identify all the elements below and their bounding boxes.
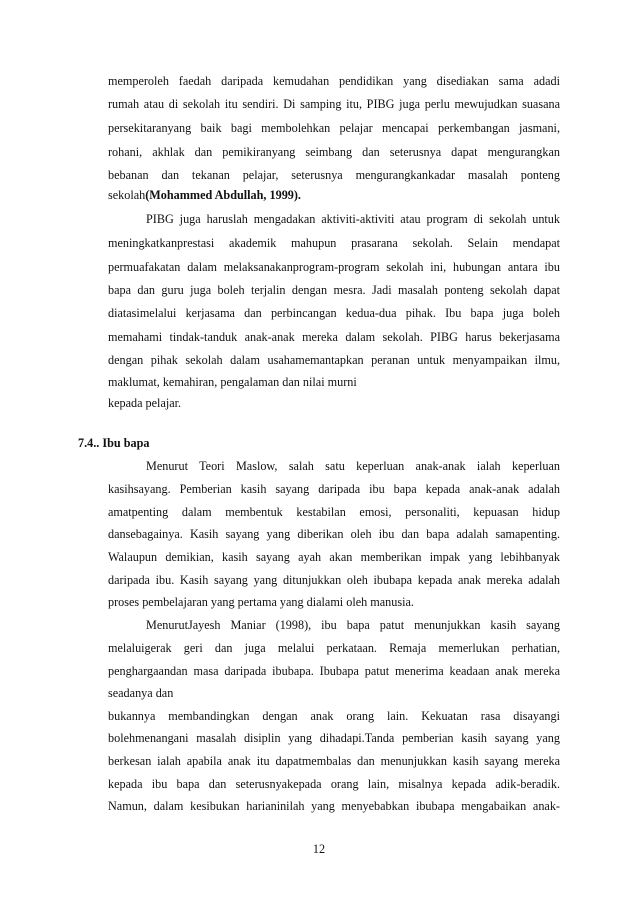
paragraph4-line: berkesan ialah apabila anak itu dapatmembalas dan menunjukkan kasih sayang mereka: [108, 754, 560, 768]
paragraph3-line: Menurut Teori Maslow, salah satu keperluan anak-anak ialah keperluan: [146, 459, 560, 473]
page-number: 12: [312, 842, 326, 856]
paragraph1-line: persekitaranyang baik bagi membolehkan pelajar mencapai perkembangan jasmani,: [108, 121, 560, 135]
paragraph4-line: seadanya dan: [108, 686, 174, 700]
paragraph4-line: bukannya membandingkan dengan anak orang lain. Kekuatan rasa disayangi: [108, 709, 560, 723]
citation: (Mohammed Abdullah, 1999).: [145, 188, 301, 202]
paragraph4-line: penghargaandan masa daripada ibubapa. Ibubapa patut menerima keadaan anak mereka: [108, 664, 560, 678]
paragraph1-line: bebanan dan tekanan pelajar, seterusnya mengurangkankadar masalah ponteng: [108, 168, 560, 182]
paragraph2-line: bapa dan guru juga boleh terjalin dengan mesra. Jadi masalah ponteng sekolah dapat: [108, 283, 560, 297]
paragraph3-line: kasihsayang. Pemberian kasih sayang daripada ibu bapa kepada anak-anak adalah: [108, 482, 560, 496]
paragraph3-line: daripada ibu. Kasih sayang yang ditunjukkan oleh ibubapa kepada anak mereka adalah: [108, 573, 560, 587]
paragraph4-line: melaluigerak geri dan juga melalui perkataan. Remaja memerlukan perhatian,: [108, 641, 560, 655]
paragraph4-line: Namun, dalam kesibukan harianinilah yang menyebabkan ibubapa mengabaikan anak-: [108, 799, 560, 813]
paragraph3-line: amatpenting dalam membentuk kestabilan emosi, personaliti, kepuasan hidup: [108, 505, 560, 519]
paragraph2-line: kepada pelajar.: [108, 396, 182, 410]
paragraph3-line: Walaupun demikian, kasih sayang ayah akan memberikan impak yang lebihbanyak: [108, 550, 560, 564]
paragraph4-line: bolehmenangani masalah disiplin yang dihadapi.Tanda pemberian kasih sayang yang: [108, 731, 560, 745]
paragraph4-line: MenurutJayesh Maniar (1998), ibu bapa patut menunjukkan kasih sayang: [146, 618, 560, 632]
paragraph2-line: meningkatkanprestasi akademik mahupun prasarana sekolah. Selain mendapat: [108, 236, 560, 250]
paragraph2-line: maklumat, kemahiran, pengalaman dan nilai murni: [108, 375, 357, 389]
paragraph1-line: rumah atau di sekolah itu sendiri. Di samping itu, PIBG juga perlu mewujudkan suasana: [108, 97, 560, 111]
paragraph2-line: PIBG juga haruslah mengadakan aktiviti-aktiviti atau program di sekolah untuk: [146, 212, 560, 226]
paragraph1-last-line: [108, 188, 560, 203]
paragraph2-line: permuafakatan dalam melaksanakanprogram-program sekolah ini, hubungan antara ibu: [108, 260, 560, 274]
section-heading: 7.4.. Ibu bapa: [78, 436, 150, 450]
paragraph1-line: rohani, akhlak dan pemikiranyang seimbang dan seterusnya dapat mengurangkan: [108, 145, 560, 159]
paragraph3-line: dansebagainya. Kasih sayang yang diberikan oleh ibu dan bapa adalah samapenting.: [108, 527, 560, 541]
paragraph4-line: kepada ibu bapa dan seterusnyakepada orang lain, misalnya kepada adik-beradik.: [108, 777, 560, 791]
paragraph2-line: dengan pihak sekolah dalam usahamemantapkan peranan untuk menyampaikan ilmu,: [108, 353, 560, 367]
paragraph1-last-text: sekolah: [108, 188, 146, 202]
paragraph1-line: memperoleh faedah daripada kemudahan pendidikan yang disediakan sama adadi: [108, 74, 560, 88]
paragraph2-line: diatasimelalui kerjasama dan perbincangan kedua-dua pihak. Ibu bapa juga boleh: [108, 306, 560, 320]
paragraph2-line: memahami tindak-tanduk anak-anak mereka dalam sekolah. PIBG harus bekerjasama: [108, 330, 560, 344]
paragraph3-line: proses pembelajaran yang pertama yang dialami oleh manusia.: [108, 595, 414, 609]
